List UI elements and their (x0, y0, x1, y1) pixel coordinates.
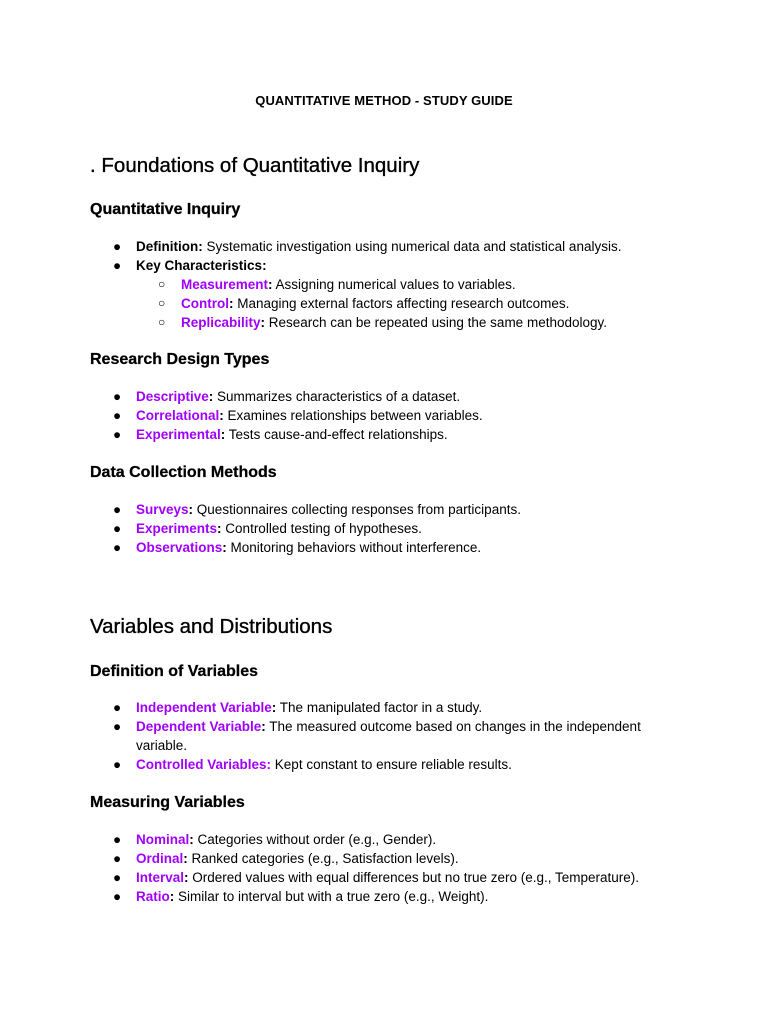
bullet-icon: ● (113, 757, 122, 772)
bullet-icon: ● (113, 851, 122, 866)
bullet-icon: ● (113, 521, 122, 536)
term-colon: : (189, 832, 194, 847)
term-description: Assigning numerical values to variables. (272, 277, 516, 292)
term-observations: Observations (136, 540, 223, 555)
term-descriptive: Descriptive (136, 389, 209, 404)
term-colon: : (169, 889, 175, 904)
hollow-bullet-icon: ○ (158, 315, 166, 329)
term-description: Ranked categories (e.g., Satisfaction levels). (187, 851, 459, 866)
term-nominal: Nominal (136, 832, 190, 847)
term-colon: : (260, 315, 266, 330)
list-item-descriptive (90, 387, 690, 406)
characteristics-sublist (136, 275, 690, 332)
term-description: The manipulated factor in a study. (276, 700, 483, 715)
term-surveys: Surveys (136, 502, 189, 517)
term-colon: : (229, 296, 234, 311)
section-heading-variables: Variables and Distributions (90, 615, 333, 638)
list-item-observations (90, 538, 690, 557)
term-description: Questionnaires collecting responses from participants. (193, 502, 521, 517)
list-item-replicability (136, 313, 690, 332)
term-ratio: Ratio (136, 889, 170, 904)
term-colon: : (271, 700, 277, 715)
inquiry-list (90, 237, 690, 332)
bullet-icon: ● (113, 870, 122, 885)
term-description: Examines relationships between variables. (223, 408, 483, 423)
subheading-measuring-variables: Measuring Variables (90, 794, 245, 811)
term-correlational: Correlational (136, 408, 220, 423)
list-item-surveys (90, 500, 690, 519)
term-colon: : (222, 540, 227, 555)
term-interval: Interval (136, 870, 185, 885)
term-experimental: Experimental (136, 427, 221, 442)
list-item-interval (90, 868, 690, 887)
term-control: Control (181, 296, 229, 311)
list-item-experiments (90, 519, 690, 538)
bullet-icon: ● (113, 700, 122, 715)
bullet-icon: ● (113, 389, 122, 404)
list-item-nominal (90, 830, 690, 849)
hollow-bullet-icon: ○ (158, 296, 166, 310)
list-item-definition (90, 237, 690, 256)
subheading-data-collection-methods: Data Collection Methods (90, 464, 277, 481)
term-replicability: Replicability (181, 315, 261, 330)
list-item-control (136, 294, 690, 313)
bullet-icon: ● (113, 832, 122, 847)
term-controlled-variables: Controlled Variables: (136, 757, 272, 772)
list-item-dependent-variable (90, 717, 670, 755)
list-item-ratio (90, 887, 690, 906)
definition-text: Systematic investigation using numerical data and statistical analysis. (202, 239, 622, 254)
bullet-icon: ● (113, 239, 122, 254)
term-description: Kept constant to ensure reliable results. (271, 757, 512, 772)
hollow-bullet-icon: ○ (158, 277, 166, 291)
list-item-experimental (90, 425, 690, 444)
list-item-controlled-variables (90, 755, 670, 774)
term-colon: : (217, 521, 222, 536)
term-description: The measured outcome based on changes in the independent variable. (136, 719, 641, 753)
term-experiments: Experiments (136, 521, 218, 536)
term-colon: : (220, 427, 226, 442)
list-item-independent-variable (90, 698, 670, 717)
term-description: Research can be repeated using the same methodology. (265, 315, 607, 330)
term-independent-variable: Independent Variable (136, 700, 272, 715)
term-description: Summarizes characteristics of a dataset. (213, 389, 461, 404)
list-item-ordinal (90, 849, 690, 868)
term-colon: : (184, 870, 189, 885)
term-description: Managing external factors affecting research outcomes. (233, 296, 570, 311)
term-dependent-variable: Dependent Variable (136, 719, 262, 734)
term-colon: : (261, 719, 266, 734)
term-ordinal: Ordinal (136, 851, 184, 866)
subheading-definition-of-variables: Definition of Variables (90, 663, 259, 680)
bullet-icon: ● (113, 502, 122, 517)
term-description: Tests cause-and-effect relationships. (225, 427, 448, 442)
term-colon: : (188, 502, 194, 517)
term-measurement: Measurement (181, 277, 269, 292)
subheading-research-design-types: Research Design Types (90, 351, 270, 368)
term-description: Monitoring behaviors without interference. (226, 540, 482, 555)
term-description: Similar to interval but with a true zero (e.g., Weight). (174, 889, 489, 904)
variables-list (90, 698, 670, 774)
bullet-icon: ● (113, 408, 122, 423)
list-item-measurement (136, 275, 690, 294)
design-list (90, 387, 690, 444)
key-characteristics-label: Key Characteristics: (136, 258, 267, 273)
bullet-icon: ● (113, 540, 122, 555)
bullet-icon: ● (113, 258, 122, 273)
definition-label: Definition: (136, 239, 203, 254)
term-description: Controlled testing of hypotheses. (221, 521, 422, 536)
term-colon: : (268, 277, 273, 292)
document-title: QUANTITATIVE METHOD - STUDY GUIDE (255, 93, 513, 108)
term-colon: : (208, 389, 214, 404)
term-colon: : (219, 408, 224, 423)
term-description: Categories without order (e.g., Gender). (193, 832, 437, 847)
section-heading-foundations: . Foundations of Quantitative Inquiry (90, 154, 420, 177)
list-item-correlational (90, 406, 690, 425)
bullet-icon: ● (113, 719, 122, 734)
term-description: Ordered values with equal differences but no true zero (e.g., Temperature). (188, 870, 640, 885)
bullet-icon: ● (113, 889, 122, 904)
list-item-key-characteristics (90, 256, 690, 332)
measuring-list (90, 830, 690, 906)
collection-list (90, 500, 690, 557)
bullet-icon: ● (113, 427, 122, 442)
term-colon: : (183, 851, 188, 866)
subheading-quantitative-inquiry: Quantitative Inquiry (90, 201, 241, 218)
